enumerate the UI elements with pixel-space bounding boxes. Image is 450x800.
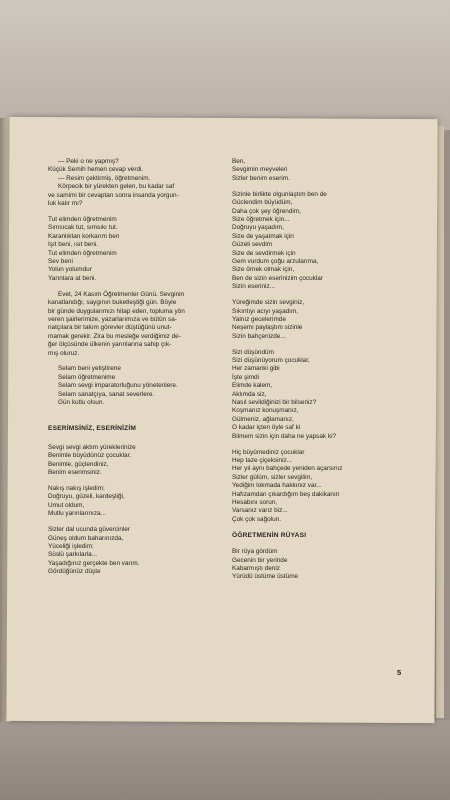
text-line: Size de sevdirmek için [232,249,296,257]
text-line: Bilmem sizin için daha ne yapsak ki? [232,432,337,440]
text-line: Sizler gülüm, sizler sevgilim, [232,473,313,481]
text-line: Doğruyu yaşadım, [232,224,284,232]
text-line: Benimle büyüdünüz çocuklar. [48,452,132,460]
text-line: Selam öğretmenime [58,373,116,381]
text-line: Sizi düşündüm [232,348,274,356]
text-line: Benim eserimsiniz. [48,469,102,477]
text-line: Doğruyu, güzeli, kardeşliği, [48,493,125,501]
text-line: İşte şimdi [232,373,259,381]
text-line: Her zamanki gibi [232,365,280,373]
text-line: bir günde duygularımızı hitap eden, topluma yön [48,307,185,315]
text-line: Yaşadığınız gerçekte ben varım. [48,559,140,567]
section-heading: ESERİMSİNİZ, ESERİNİZİM [48,425,137,433]
text-line: Sizin bahçenizde... [232,332,286,340]
poem-stanza [48,485,223,519]
text-line: Körpecik bir yürekten gelen, bu kadar saf [58,183,175,191]
paragraph [48,291,223,358]
right-column [232,158,410,589]
text-line: mamak gerekir. Zira bu mesleğe verdiğimiz de- [48,332,181,340]
text-line: Sıkıntıyı acıyı yaşadım, [232,307,299,315]
text-line: Hafızamdan çıkardığım beş dakikanın [232,490,340,498]
page-number: 5 [397,668,402,677]
text-line: Selam sanatçıya, sanat severlere. [58,390,155,398]
text-line: Yürüdü üstüme üstüme [232,573,299,581]
text-line: Süslü şarkılarla... [48,551,98,559]
text-line: Nakış nakış işledim: [48,485,105,492]
text-line: Sizinle birlikte olgunlaştım ben de [232,190,327,198]
text-line: Yalnız gecelerimde [232,315,286,323]
dialogue-block [48,158,223,208]
text-line: Sizi düşünüyorum çocuklar, [232,357,310,365]
poem-stanza [232,299,410,341]
text-line: Evet, 24 Kasım Öğretmenler Günü. Sevginin [58,290,185,298]
text-line: Her yıl aynı bahçede yeniden açarsınız [232,465,343,473]
text-line: Çok çok sağolun. [232,515,282,523]
text-line: Daha çok şey öğrendim, [232,207,301,215]
poem-stanza [48,526,223,576]
text-line: Kabarmıştı deniz [232,564,280,572]
greeting-stanza [48,365,223,407]
text-line: Size örnek olmak için, [232,266,295,274]
text-line: Mutlu yarınlarınıza... [48,510,106,518]
text-line: Size de yaşatmak için [232,232,294,240]
text-line: Tut elimden öğretmenim [48,249,117,257]
text-line: Hesabını sorun, [232,499,278,507]
text-line: Gülmeniz, ağlamanız, [232,415,294,423]
text-line: Gün kutlu olsun. [58,399,105,407]
text-line: Karanlıktan korkarım ben [48,232,120,240]
text-line: O kadar içten öyle saf ki [232,424,301,432]
text-line: — Peki o ne yapmış? [58,158,119,165]
text-line: Işıt beni, ısıt beni. [48,241,99,249]
text-line: Varsanız varız biz... [232,507,288,515]
text-line: Sizler benim eserim. [232,174,290,182]
text-line: — Resim çektirmiş, öğretmenim. [58,174,151,182]
text-line: Küçük Semih hemen cevap verdi. [48,166,144,174]
poem-stanza [232,158,410,183]
poem-stanza [48,444,223,478]
text-line: Elimde kalem, [232,382,273,390]
text-line: Sevgimin meyveleri [232,166,288,174]
text-line: Sev beni [48,257,73,265]
text-line: mış oluruz. [48,349,80,357]
text-line: Selam sevgi imparatorluğunu yönetenlere. [58,382,178,390]
text-line: Tut elimden öğretmenim [48,215,117,223]
page-edge [436,126,444,718]
text-line: Gecenin bir yerinde [232,556,288,564]
poem-stanza [232,548,410,582]
text-line: Umut oldum, [48,501,85,509]
text-line: Gem vurdum çoğu arzularıma, [232,257,319,265]
text-line: Yediğim lokmada hakkınız var... [232,482,322,490]
section-heading: ÖĞRETMENİN RÜYASI [232,531,307,539]
text-line: Benimle, güçlendiniz, [48,460,109,468]
text-line: Aklımda siz, [232,390,267,398]
text-line: Güzeli sevdim [232,241,273,249]
text-line: Sizin eseriniz... [232,283,275,291]
left-column [48,158,223,584]
poem-stanza [232,449,410,525]
text-line: Selam beni yetiştirene [58,365,121,373]
text-line: Güclendim büyüdüm, [232,199,293,207]
text-line: Yüreğimde sizin sevginiz, [232,299,305,307]
text-line: veren şairlerimize, yazarlarımıza ve bütün sa- [48,315,177,323]
text-line: Bir rüya gördüm [232,548,278,556]
text-line: Ben, [232,158,246,165]
poem-stanza [232,191,410,292]
text-line: ve samimi bir cevaptan sonra insanda yorgun- [48,191,179,199]
text-line: Hep taze çiçeksiniz... [232,457,293,464]
text-line: Sevgi sevgi aktım yüreklerinize [48,443,136,451]
text-line: Size öğretmek için... [232,215,290,223]
text-line: Koşmanız konuşmanız, [232,407,299,415]
text-line: Neşemi paylaştım sizinle [232,324,303,332]
text-line: natçılara bir takım görevler düştüğünü unut- [48,324,172,332]
text-line: Gördüğünüz düşte [48,568,101,576]
text-line: Ben de sizin eserinizim çocuklar [232,274,323,282]
background-top [0,0,450,130]
text-line: Sizler dal ucunda güvercinler [48,526,131,534]
text-line: Nasıl sevildiğinizi bir bilseniz? [232,399,317,407]
text-line: luk kalır mı? [48,200,83,208]
background-bottom [0,720,450,800]
text-line: Güneş oldum baharınızda, [48,534,124,542]
text-line: Hiç büyümediniz çocuklar [232,448,305,456]
poem-stanza [48,216,223,283]
text-line: Yolun yolumdur [48,266,92,274]
text-line: ğer ölçüsünde ülkenin yarınlarına sahip çık- [48,341,172,349]
text-line: kanatlandığı, saygının buketleştiği gün. Böyle [48,299,177,307]
poem-stanza [232,349,410,441]
text-line: Sımsıcak tut, sımsıkı tut. [48,224,118,232]
text-line: Yarınlara at beni. [48,274,97,282]
text-line: Yüceliği işledim: [48,542,94,550]
